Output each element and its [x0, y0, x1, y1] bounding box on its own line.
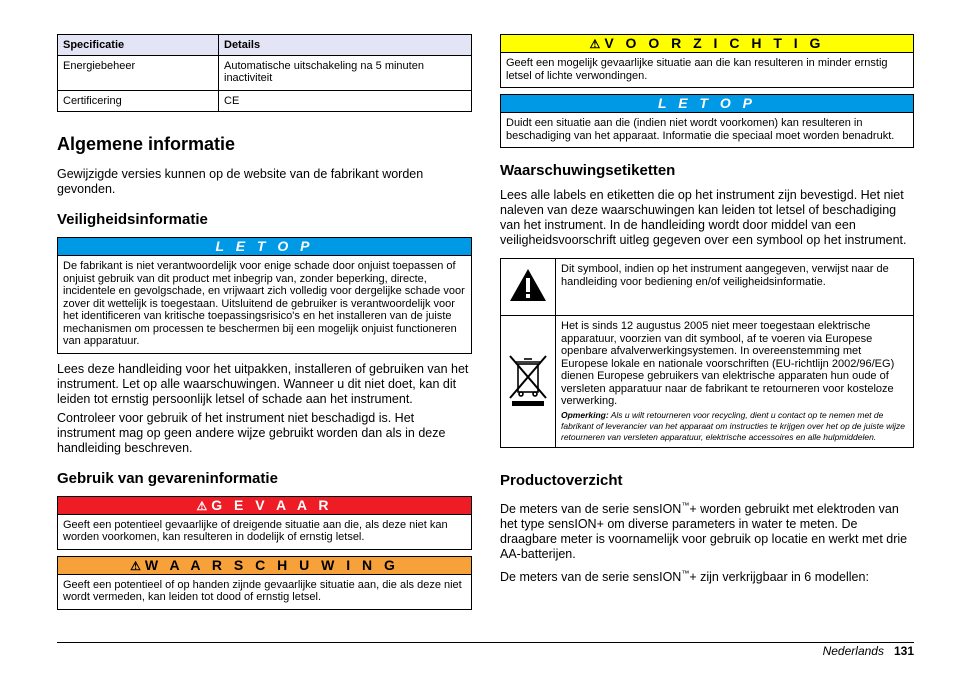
notice-label: L E T O P	[501, 95, 913, 113]
warning-triangle-icon: ⚠	[196, 498, 208, 513]
product-paragraph	[500, 566, 914, 585]
labels-paragraph: Lees alle labels en etiketten die op het instrument zijn bevestigd. Het niet naleven van deze waarschuwingen kan leiden tot letsel of beschadiging van het instrument. In de handleiding wordt door middel van een veiligheidsvoorschrift uitleg gegeven over een symbool op het instrument.	[500, 188, 907, 247]
safety-notice-box	[57, 237, 472, 354]
section-title-general: Algemene informatie	[57, 134, 236, 154]
danger-box	[57, 496, 472, 550]
section-title-hazard: Gebruik van gevareninformatie	[57, 469, 278, 487]
spec-cell: Certificering	[58, 91, 219, 112]
product-paragraph	[500, 498, 914, 562]
weee-note	[561, 410, 908, 443]
spec-table	[57, 34, 472, 112]
product-text: De meters van de serie sensION	[500, 501, 682, 516]
danger-header	[58, 497, 471, 515]
product-text: + worden gebruikt met elektroden van het type sensION+ om diverse parameters in water te meten. De draagbare meter is voornamelijk voor gebruik op locatie en werkt met drie AA-batterijen.	[500, 501, 908, 561]
notice-label: L E T O P	[58, 238, 471, 256]
safety-paragraph: Lees deze handleiding voor het uitpakken, installeren of gebruiken van het instrument. Let op alle waarschuwingen. Wanneer u dit niet doet, kan dit leiden tot ernstig persoonlijk letsel of schade aan het instrument.	[57, 361, 469, 406]
trademark: ™	[681, 568, 690, 578]
symbol-description	[556, 316, 914, 448]
footer-divider	[57, 642, 914, 643]
spec-header-cell: Details	[219, 35, 472, 56]
table-row	[501, 259, 914, 316]
spec-cell: Energiebeheer	[58, 56, 219, 91]
spec-cell: Automatische uitschakeling na 5 minuten inactiviteit	[219, 56, 472, 91]
section-title-labels: Waarschuwingsetiketten	[500, 162, 676, 179]
notice-text: Duidt een situatie aan die (indien niet wordt voorkomen) kan resulteren in beschadiging van het apparaat. Informatie die speciaal moet worden benadrukt.	[506, 117, 895, 142]
symbol-table	[500, 258, 914, 448]
danger-text: Geeft een potentieel gevaarlijke of dreigende situatie aan die, als deze niet kan worden voorkomen, kan resulteren in dodelijk of ernstig letsel.	[63, 518, 448, 543]
caution-header	[501, 35, 913, 53]
symbol-icon-cell	[501, 316, 556, 448]
symbol-icon-cell	[501, 259, 556, 316]
warning-triangle-icon	[509, 268, 547, 302]
notice-text: De fabrikant is niet verantwoordelijk voor enige schade door onjuist toepassen of onjuist gebruik van dit product met inbegrip van, zonder beperking, directe, incidentele en gevolgschade, en vrijwaart zich volledig voor dergelijke schade voor zover dit wettelijk is toegestaan. Uitsluitend de gebruiker is verantwoordelijk voor het identificeren van kritische toepassingsrisico's en het installeren van de juiste mechanismen om processen te beschermen bij een mogelijk onjuist functioneren van apparatuur.	[63, 260, 465, 347]
caution-label: V O O R Z I C H T I G	[604, 35, 825, 51]
caution-box	[500, 34, 914, 88]
footer-language: Nederlands	[822, 644, 884, 658]
spec-cell: CE	[219, 91, 472, 112]
product-text: + zijn verkrijgbaar in 6 modellen:	[689, 569, 869, 584]
section-title-safety: Veiligheidsinformatie	[57, 211, 208, 228]
note-label: Opmerking:	[561, 409, 609, 420]
safety-paragraph: Controleer voor gebruik of het instrument niet beschadigd is. Het instrument mag op geen andere wijze gebruikt worden dan als in deze handleiding beschreven.	[57, 410, 446, 455]
spec-header-cell: Specificatie	[58, 35, 219, 56]
right-column	[500, 34, 914, 589]
warning-box	[57, 556, 472, 610]
crossed-out-bin-icon	[506, 352, 550, 408]
page-number: 131	[893, 644, 914, 658]
caution-text: Geeft een mogelijk gevaarlijke situatie aan die kan resulteren in minder ernstig letsel of lichte verwondingen.	[506, 57, 888, 82]
left-column	[57, 34, 472, 616]
warning-header	[58, 557, 471, 575]
warning-label: W A A R S C H U W I N G	[144, 556, 399, 573]
trademark: ™	[681, 500, 690, 510]
table-row	[58, 56, 472, 91]
warning-triangle-icon: ⚠	[589, 37, 601, 51]
danger-label: G E V A A R	[211, 496, 333, 513]
product-text: De meters van de serie sensION	[500, 569, 682, 584]
symbol-description: Dit symbool, indien op het instrument aangegeven, verwijst naar de handleiding voor bediening en/of veiligheidsinformatie.	[556, 259, 914, 316]
warning-text: Geeft een potentieel of op handen zijnde gevaarlijke situatie aan, die als deze niet wordt vermeden, kan leiden tot dood of ernstig letsel.	[63, 578, 462, 603]
note-text: Als u wilt retourneren voor recycling, dient u contact op te nemen met de fabrikant of leverancier van het apparaat om instructies te krijgen over het op de juiste wijze retourneren van versleten apparatuur, elektrische accessoires en alle hulpmiddelen.	[561, 409, 905, 442]
warning-triangle-icon: ⚠	[130, 558, 141, 573]
general-intro: Gewijzigde versies kunnen op de website van de fabrikant worden gevonden.	[57, 167, 424, 196]
weee-text: Het is sinds 12 augustus 2005 niet meer toegestaan elektrische apparatuur, voorzien van dit symbool, af te voeren via Europese openbare afvalverwerkingsystemen. In overeenstemming met Europese lokale en nationale voorschriften (EU-richtlijn 2002/96/EG) dienen Europese gebruikers van elektrische apparaten hun oude of versleten apparatuur naar de fabrikant te retourneren voor kosteloze verwerking.	[561, 320, 895, 407]
table-row	[58, 91, 472, 112]
spec-table-header	[58, 35, 472, 56]
table-row	[501, 316, 914, 448]
notice-box	[500, 94, 914, 148]
section-title-product: Productoverzicht	[500, 471, 623, 489]
page-footer	[823, 644, 914, 658]
